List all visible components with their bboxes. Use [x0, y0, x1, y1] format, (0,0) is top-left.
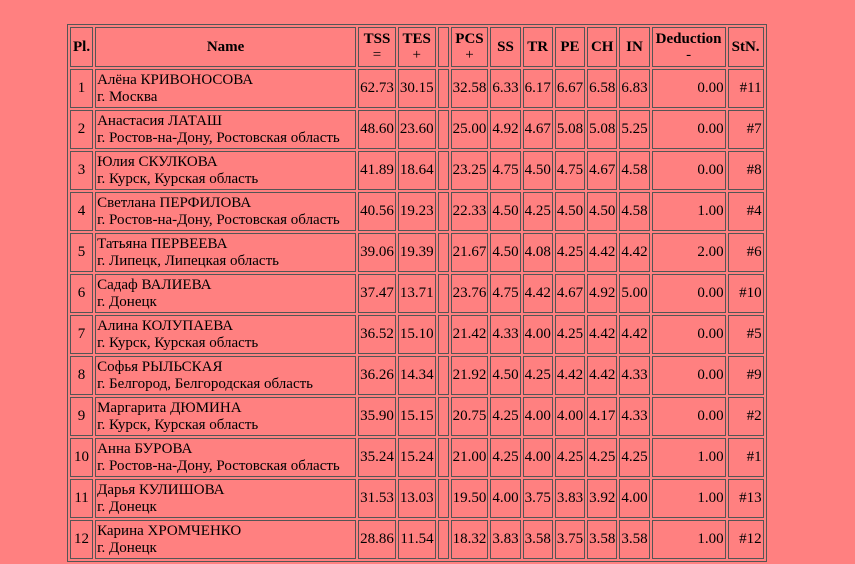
header-ch: CH: [587, 27, 617, 67]
table-row: [70, 479, 764, 518]
start-number-cell: #2: [728, 397, 764, 436]
table-row: [70, 315, 764, 354]
tes-cell: 15.10: [398, 315, 436, 354]
skater-name: Садаф ВАЛИЕВА: [97, 276, 212, 293]
separator-cell: [438, 397, 449, 436]
ss-cell: 4.92: [490, 110, 520, 149]
tr-cell: 4.00: [523, 438, 553, 477]
deduction-cell: 2.00: [652, 233, 726, 272]
start-number-cell: #1: [728, 438, 764, 477]
skater-city: г. Курск, Курская область: [97, 170, 259, 187]
header-tes-label: TES: [402, 31, 431, 47]
table-row: [70, 274, 764, 313]
tes-cell: 19.23: [398, 192, 436, 231]
separator-cell: [438, 192, 449, 231]
deduction-cell: 1.00: [652, 192, 726, 231]
deduction-cell: 0.00: [652, 397, 726, 436]
skater-name: Софья РЫЛЬСКАЯ: [97, 358, 223, 375]
table-row: [70, 110, 764, 149]
pe-cell: 4.25: [555, 315, 585, 354]
skater-cell: [95, 110, 356, 149]
skater-name: Анна БУРОВА: [97, 440, 193, 457]
place-cell: 2: [70, 110, 93, 149]
header-ss: SS: [490, 27, 520, 67]
pcs-cell: 21.42: [451, 315, 489, 354]
skater-cell: [95, 438, 356, 477]
pe-cell: 5.08: [555, 110, 585, 149]
skater-cell: [95, 192, 356, 231]
header-stn: StN.: [728, 27, 764, 67]
skater-name: Анастасия ЛАТАШ: [97, 112, 223, 129]
ss-cell: 4.50: [490, 356, 520, 395]
skater-city: г. Курск, Курская область: [97, 334, 259, 351]
ch-cell: 3.58: [587, 520, 617, 559]
deduction-cell: 1.00: [652, 520, 726, 559]
skater-city: г. Донецк: [97, 293, 157, 310]
header-pcs: [451, 27, 489, 67]
pcs-cell: 23.25: [451, 151, 489, 190]
in-cell: 4.00: [619, 479, 649, 518]
tes-cell: 30.15: [398, 69, 436, 108]
tr-cell: 6.17: [523, 69, 553, 108]
ch-cell: 4.25: [587, 438, 617, 477]
ch-cell: 4.42: [587, 315, 617, 354]
skater-city: г. Курск, Курская область: [97, 416, 259, 433]
tr-cell: 3.58: [523, 520, 553, 559]
pe-cell: 3.83: [555, 479, 585, 518]
results-body: [70, 69, 764, 559]
skater-cell: [95, 397, 356, 436]
header-pcs-sign: +: [465, 47, 474, 63]
place-cell: 7: [70, 315, 93, 354]
ch-cell: 4.17: [587, 397, 617, 436]
in-cell: 4.25: [619, 438, 649, 477]
ch-cell: 4.42: [587, 356, 617, 395]
ch-cell: 4.42: [587, 233, 617, 272]
ss-cell: 4.00: [490, 479, 520, 518]
tr-cell: 4.00: [523, 397, 553, 436]
tes-cell: 15.24: [398, 438, 436, 477]
deduction-cell: 0.00: [652, 315, 726, 354]
pcs-cell: 21.00: [451, 438, 489, 477]
tes-cell: 19.39: [398, 233, 436, 272]
header-tes: [398, 27, 436, 67]
tss-cell: 41.89: [358, 151, 396, 190]
pcs-cell: 25.00: [451, 110, 489, 149]
ss-cell: 4.33: [490, 315, 520, 354]
table-row: [70, 233, 764, 272]
pe-cell: 4.25: [555, 438, 585, 477]
skater-name: Юлия СКУЛКОВА: [97, 153, 218, 170]
skater-cell: [95, 479, 356, 518]
separator-cell: [438, 274, 449, 313]
separator-cell: [438, 110, 449, 149]
skater-cell: [95, 274, 356, 313]
skater-city: г. Ростов-на-Дону, Ростовская область: [97, 457, 340, 474]
separator-cell: [438, 151, 449, 190]
tes-cell: 18.64: [398, 151, 436, 190]
separator-cell: [438, 438, 449, 477]
skater-name: Алина КОЛУПАЕВА: [97, 317, 234, 334]
in-cell: 4.58: [619, 192, 649, 231]
table-row: [70, 397, 764, 436]
separator-cell: [438, 520, 449, 559]
deduction-cell: 0.00: [652, 274, 726, 313]
header-tss-sign: =: [372, 47, 382, 63]
tes-cell: 15.15: [398, 397, 436, 436]
ch-cell: 6.58: [587, 69, 617, 108]
separator-cell: [438, 479, 449, 518]
tes-cell: 23.60: [398, 110, 436, 149]
start-number-cell: #8: [728, 151, 764, 190]
pcs-cell: 32.58: [451, 69, 489, 108]
separator-cell: [438, 233, 449, 272]
tss-cell: 62.73: [358, 69, 396, 108]
header-in: IN: [619, 27, 649, 67]
pe-cell: 4.00: [555, 397, 585, 436]
ch-cell: 4.67: [587, 151, 617, 190]
table-row: [70, 520, 764, 559]
skater-cell: [95, 69, 356, 108]
in-cell: 4.42: [619, 315, 649, 354]
tss-cell: 39.06: [358, 233, 396, 272]
pcs-cell: 20.75: [451, 397, 489, 436]
header-tr: TR: [523, 27, 553, 67]
tss-cell: 37.47: [358, 274, 396, 313]
tss-cell: 35.24: [358, 438, 396, 477]
table-row: [70, 69, 764, 108]
tr-cell: 4.25: [523, 192, 553, 231]
place-cell: 9: [70, 397, 93, 436]
ss-cell: 4.50: [490, 192, 520, 231]
header-pe: PE: [555, 27, 585, 67]
tr-cell: 4.00: [523, 315, 553, 354]
start-number-cell: #11: [728, 69, 764, 108]
header-tss: [358, 27, 396, 67]
separator-cell: [438, 69, 449, 108]
skater-name: Маргарита ДЮМИНА: [97, 399, 242, 416]
tss-cell: 36.26: [358, 356, 396, 395]
tss-cell: 36.52: [358, 315, 396, 354]
tss-cell: 40.56: [358, 192, 396, 231]
tr-cell: 3.75: [523, 479, 553, 518]
start-number-cell: #6: [728, 233, 764, 272]
in-cell: 4.33: [619, 397, 649, 436]
start-number-cell: #12: [728, 520, 764, 559]
skater-city: г. Донецк: [97, 498, 157, 515]
ss-cell: 3.83: [490, 520, 520, 559]
place-cell: 1: [70, 69, 93, 108]
place-cell: 12: [70, 520, 93, 559]
in-cell: 4.42: [619, 233, 649, 272]
header-deduction: [652, 27, 726, 67]
pcs-cell: 21.67: [451, 233, 489, 272]
header-row: [70, 27, 764, 67]
skater-name: Дарья КУЛИШОВА: [97, 481, 225, 498]
start-number-cell: #4: [728, 192, 764, 231]
table-row: [70, 356, 764, 395]
pe-cell: 6.67: [555, 69, 585, 108]
tss-cell: 31.53: [358, 479, 396, 518]
header-tes-sign: +: [412, 47, 421, 63]
skater-cell: [95, 151, 356, 190]
tss-cell: 35.90: [358, 397, 396, 436]
in-cell: 4.58: [619, 151, 649, 190]
tr-cell: 4.50: [523, 151, 553, 190]
separator-cell: [438, 315, 449, 354]
ss-cell: 4.25: [490, 438, 520, 477]
ch-cell: 4.92: [587, 274, 617, 313]
skater-cell: [95, 233, 356, 272]
pcs-cell: 18.32: [451, 520, 489, 559]
skater-name: Карина ХРОМЧЕНКО: [97, 522, 242, 539]
place-cell: 3: [70, 151, 93, 190]
skater-name: Алёна КРИВОНОСОВА: [97, 71, 254, 88]
deduction-cell: 1.00: [652, 479, 726, 518]
start-number-cell: #7: [728, 110, 764, 149]
ch-cell: 5.08: [587, 110, 617, 149]
pe-cell: 3.75: [555, 520, 585, 559]
results-table: [67, 24, 767, 562]
start-number-cell: #9: [728, 356, 764, 395]
place-cell: 4: [70, 192, 93, 231]
skater-city: г. Москва: [97, 88, 158, 105]
deduction-cell: 0.00: [652, 151, 726, 190]
pe-cell: 4.50: [555, 192, 585, 231]
skater-cell: [95, 520, 356, 559]
place-cell: 11: [70, 479, 93, 518]
deduction-cell: 1.00: [652, 438, 726, 477]
tss-cell: 28.86: [358, 520, 396, 559]
pe-cell: 4.75: [555, 151, 585, 190]
pe-cell: 4.67: [555, 274, 585, 313]
header-name: Name: [95, 27, 356, 67]
deduction-cell: 0.00: [652, 356, 726, 395]
skater-city: г. Ростов-на-Дону, Ростовская область: [97, 211, 340, 228]
header-pcs-label: PCS: [455, 31, 484, 47]
table-row: [70, 151, 764, 190]
start-number-cell: #13: [728, 479, 764, 518]
ch-cell: 3.92: [587, 479, 617, 518]
header-tss-label: TSS: [363, 31, 391, 47]
skater-city: г. Липецк, Липецкая область: [97, 252, 279, 269]
table-row: [70, 192, 764, 231]
deduction-cell: 0.00: [652, 110, 726, 149]
ss-cell: 6.33: [490, 69, 520, 108]
tes-cell: 13.71: [398, 274, 436, 313]
ss-cell: 4.75: [490, 274, 520, 313]
ss-cell: 4.75: [490, 151, 520, 190]
skater-city: г. Ростов-на-Дону, Ростовская область: [97, 129, 340, 146]
header-pl: Pl.: [70, 27, 93, 67]
start-number-cell: #5: [728, 315, 764, 354]
pcs-cell: 23.76: [451, 274, 489, 313]
in-cell: 5.25: [619, 110, 649, 149]
table-row: [70, 438, 764, 477]
tr-cell: 4.08: [523, 233, 553, 272]
in-cell: 4.33: [619, 356, 649, 395]
place-cell: 10: [70, 438, 93, 477]
tes-cell: 11.54: [398, 520, 436, 559]
tr-cell: 4.25: [523, 356, 553, 395]
pe-cell: 4.25: [555, 233, 585, 272]
tr-cell: 4.67: [523, 110, 553, 149]
in-cell: 6.83: [619, 69, 649, 108]
ss-cell: 4.25: [490, 397, 520, 436]
deduction-cell: 0.00: [652, 69, 726, 108]
pcs-cell: 19.50: [451, 479, 489, 518]
place-cell: 5: [70, 233, 93, 272]
in-cell: 5.00: [619, 274, 649, 313]
ss-cell: 4.50: [490, 233, 520, 272]
tr-cell: 4.42: [523, 274, 553, 313]
ch-cell: 4.50: [587, 192, 617, 231]
in-cell: 3.58: [619, 520, 649, 559]
tes-cell: 13.03: [398, 479, 436, 518]
skater-cell: [95, 356, 356, 395]
skater-cell: [95, 315, 356, 354]
separator-cell: [438, 356, 449, 395]
skater-city: г. Донецк: [97, 539, 157, 556]
header-deduction-label: Deduction: [655, 31, 722, 47]
start-number-cell: #10: [728, 274, 764, 313]
tes-cell: 14.34: [398, 356, 436, 395]
skater-name: Светлана ПЕРФИЛОВА: [97, 194, 252, 211]
tss-cell: 48.60: [358, 110, 396, 149]
skater-name: Татьяна ПЕРВЕЕВА: [97, 235, 228, 252]
pcs-cell: 21.92: [451, 356, 489, 395]
place-cell: 6: [70, 274, 93, 313]
header-separator: [438, 27, 449, 67]
pcs-cell: 22.33: [451, 192, 489, 231]
place-cell: 8: [70, 356, 93, 395]
skater-city: г. Белгород, Белгородская область: [97, 375, 314, 392]
header-deduction-sign: -: [686, 47, 692, 63]
pe-cell: 4.42: [555, 356, 585, 395]
